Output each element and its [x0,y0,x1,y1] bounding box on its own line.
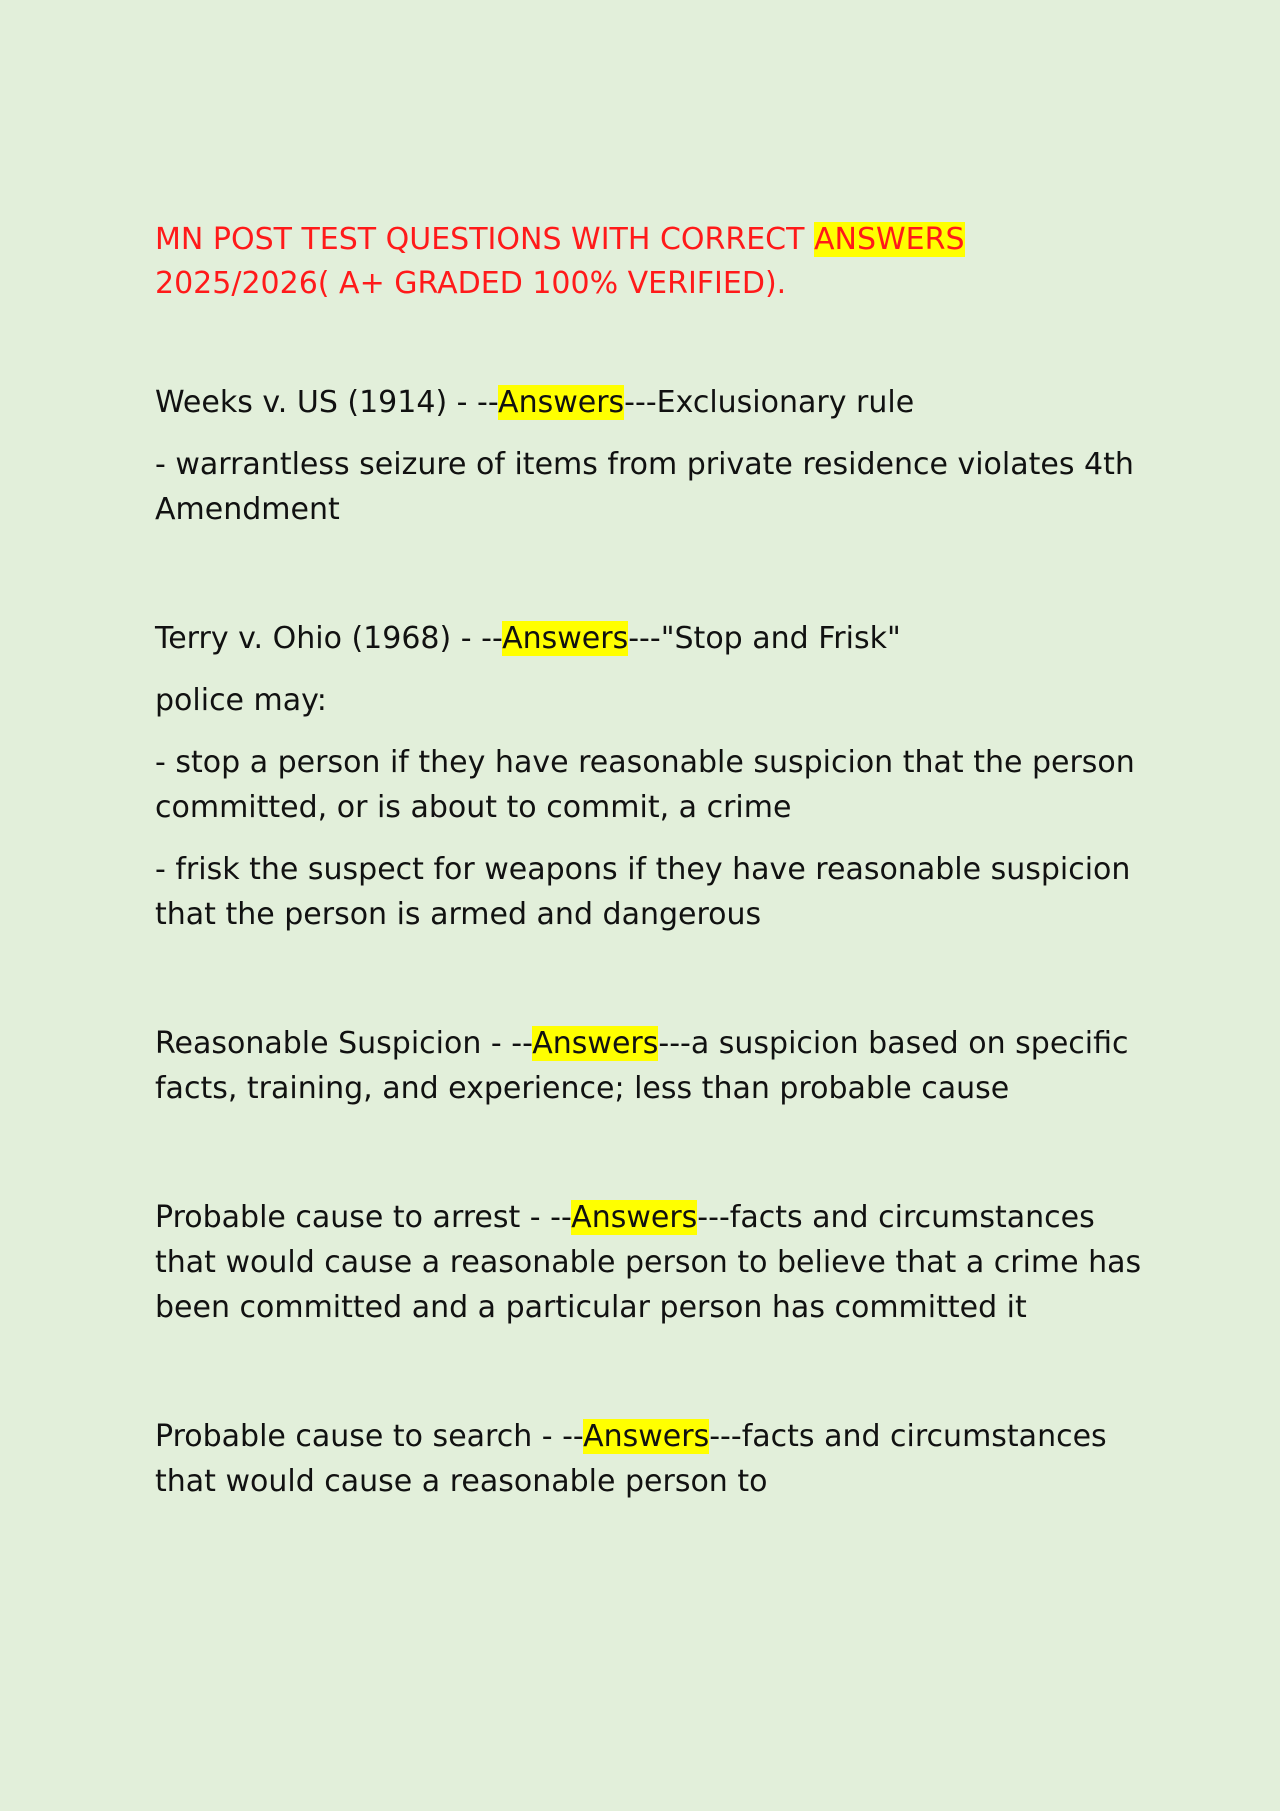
entry-probable-cause-arrest [155,1195,1160,1330]
title-main: MN POST TEST QUESTIONS WITH CORRECT [155,222,814,257]
entry-detail: - stop a person if they have reasonable suspicion that the person committed, or is about to commit, a crime [155,745,1135,825]
title-highlight: ANSWERS [813,222,965,257]
title-rest: 2025/2026( A+ GRADED 100% VERIFIED). [155,266,787,301]
entry-answer: ---facts and circumstances that would cause a reasonable person to [155,1419,1107,1499]
entry-term: Probable cause to arrest - -- [155,1200,572,1235]
answer-highlight: Answers [571,1200,698,1235]
answer-highlight: Answers [583,1419,710,1454]
entry-heading [155,1021,1160,1111]
answer-highlight: Answers [532,1026,659,1061]
entry-detail: - warrantless seizure of items from private residence violates 4th Amendment [155,447,1134,527]
entry-term: Weeks v. US (1914) - -- [155,385,499,420]
entry-term: Terry v. Ohio (1968) - -- [155,621,503,656]
answer-highlight: Answers [498,385,625,420]
entry-answer: ---"Stop and Frisk" [628,621,901,656]
entry-detail: police may: [155,683,327,718]
entry-term: Reasonable Suspicion - -- [155,1026,533,1061]
entry-reasonable-suspicion [155,1021,1160,1111]
entry-answer: ---a suspicion based on specific facts, training, and experience; less than probable cause [155,1026,1129,1106]
entry-terry-v-ohio [155,616,1160,937]
entry-heading [155,1414,1160,1504]
entry-answer: ---Exclusionary rule [624,385,915,420]
document-title [155,218,1160,306]
entry-probable-cause-search [155,1414,1160,1504]
entry-weeks-v-us [155,380,1160,532]
entry-term: Probable cause to search - -- [155,1419,584,1454]
entry-answer: ---facts and circumstances that would cause a reasonable person to believe that a crime has been committed and a particular person has committed it [155,1200,1142,1325]
entry-detail: - frisk the suspect for weapons if they have reasonable suspicion that the person is armed and dangerous [155,852,1131,932]
entry-heading [155,616,1160,661]
entry-heading [155,1195,1160,1330]
answer-highlight: Answers [502,621,629,656]
entry-heading [155,380,1160,425]
